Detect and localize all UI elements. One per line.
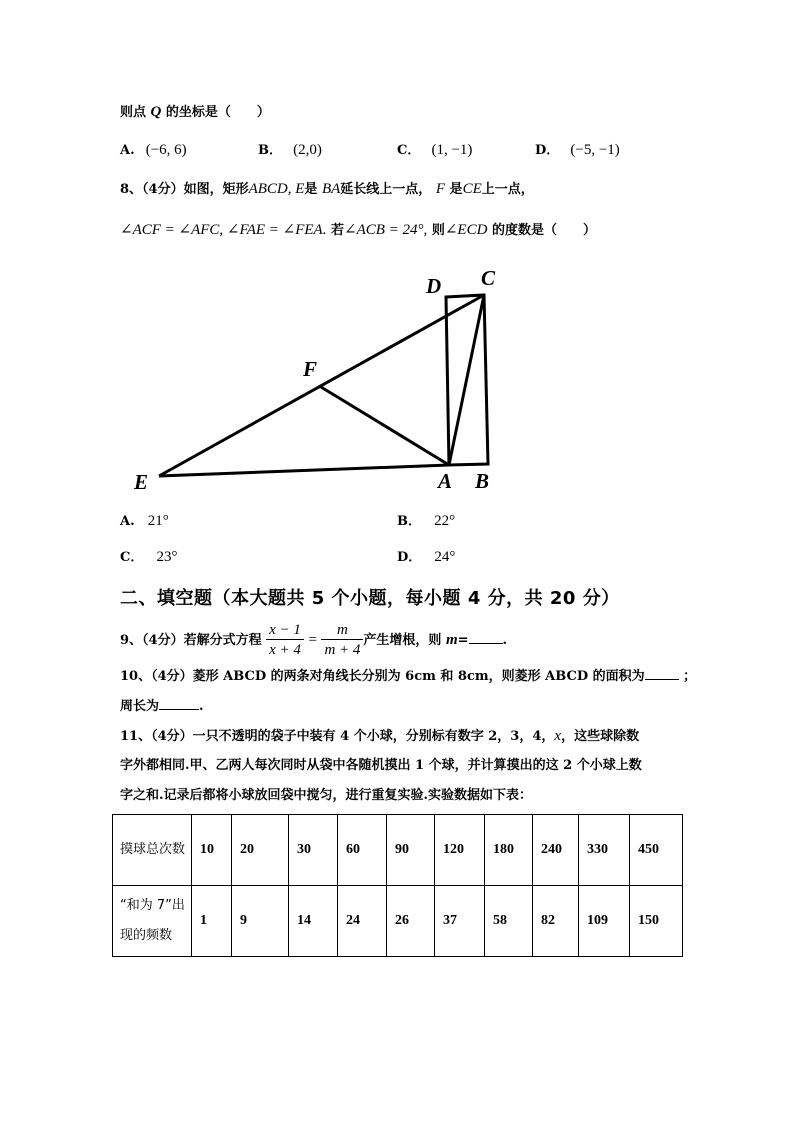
table-cell: 450 — [630, 815, 683, 886]
fraction-denominator: m + 4 — [324, 642, 361, 658]
option-value: (−6, 6) — [145, 142, 187, 158]
table-cell: 109 — [579, 886, 630, 957]
option-label: A. — [120, 514, 135, 529]
q9-text: . — [502, 633, 508, 648]
table-cell: 24 — [338, 886, 387, 957]
q11-line3: 字之和.记录后都将小球放回袋中搅匀，进行重复实验.实验数据如下表： — [120, 788, 533, 803]
section-title-fill-in: 二、填空题（本大题共 5 个小题，每小题 4 分，共 20 分） — [120, 588, 620, 609]
q7-stem-var: Q — [150, 104, 162, 120]
q10-line2 — [120, 697, 204, 715]
table-cell: 10 — [192, 815, 232, 886]
table-cell: 26 — [387, 886, 435, 957]
q8-geometry-figure — [0, 0, 794, 520]
q8-text: 是 — [449, 182, 463, 197]
label-e: E — [134, 470, 149, 494]
q11-text: ，这些球除数 — [561, 729, 640, 744]
table-row-header: “和为 7”出现的频数 — [113, 886, 192, 957]
option-value: 22° — [434, 513, 456, 529]
fraction-numerator: m — [321, 621, 363, 640]
q11-var: x — [554, 728, 562, 744]
q8-math: CE — [462, 181, 482, 197]
table-cell: 240 — [533, 815, 579, 886]
segment-ea — [159, 465, 449, 476]
table-cell: 30 — [289, 815, 338, 886]
label-c: C — [481, 266, 496, 290]
table-cell: 330 — [579, 815, 630, 886]
q10-area-blank[interactable] — [645, 667, 679, 680]
label-a: A — [438, 469, 453, 493]
segment-fa — [321, 387, 449, 465]
option-label: A. — [120, 143, 135, 158]
option-label: B． — [258, 143, 282, 158]
label-b: B — [475, 469, 490, 493]
table-cell: 14 — [289, 886, 338, 957]
q8-math: ∠ACF = ∠AFC, ∠FAE = ∠FEA. — [120, 222, 327, 238]
table-cell: 1 — [192, 886, 232, 957]
q8-text: 则 — [431, 223, 445, 238]
table-row-total-draws — [113, 815, 683, 886]
option-label: D． — [397, 550, 422, 565]
q8-math: ∠ECD — [444, 222, 488, 238]
q8-option-d[interactable] — [397, 546, 455, 566]
fraction-denominator: x + 4 — [269, 642, 301, 658]
experiment-data-table — [112, 814, 683, 957]
q8-option-c[interactable] — [120, 546, 177, 566]
q7-stem-suffix: 的坐标是（ ） — [165, 105, 270, 120]
q8-text: 是 — [304, 182, 318, 197]
q8-text: 的度数是（ ） — [491, 223, 596, 238]
table-cell: 90 — [387, 815, 435, 886]
q10-text: ； — [683, 669, 697, 684]
table-cell: 20 — [232, 815, 289, 886]
q8-option-a[interactable] — [120, 510, 169, 530]
q9-fraction-left — [266, 621, 304, 660]
label-f: F — [303, 357, 318, 381]
q10-text: 10、（4分）菱形 ABCD 的两条对角线长分别为 6cm 和 8cm，则菱形 ABCD 的面积为 — [120, 669, 645, 684]
table-cell: 180 — [485, 815, 533, 886]
option-value: 21° — [147, 513, 169, 529]
table-cell: 37 — [435, 886, 485, 957]
fraction-numerator: x − 1 — [266, 621, 304, 640]
q8-math: BA — [321, 181, 341, 197]
q8-option-b[interactable] — [397, 510, 455, 530]
option-label: C． — [397, 143, 421, 158]
option-label: B． — [397, 514, 421, 529]
table-cell: 120 — [435, 815, 485, 886]
table-cell: 60 — [338, 815, 387, 886]
table-cell: 82 — [533, 886, 579, 957]
option-value: (−5, −1) — [570, 142, 620, 158]
table-row-header: 摸球总次数 — [113, 815, 192, 886]
q10-line1 — [120, 667, 696, 685]
q8-math: ABCD, E — [248, 181, 305, 197]
q10-perimeter-blank[interactable] — [159, 697, 199, 710]
q9-var: m — [445, 632, 458, 648]
option-value: 24° — [434, 549, 456, 565]
q11-text: 11、（4分）一只不透明的袋子中装有 4 个小球，分别标有数字 2，3，4， — [120, 729, 555, 744]
option-label: C． — [120, 550, 144, 565]
q8-text: 若 — [331, 223, 345, 238]
q11-line2: 字外都相同.甲、乙两人每次同时从袋中各随机摸出 1 个球，并计算摸出的这 2 个小球上数 — [120, 758, 642, 773]
option-value: 23° — [156, 549, 178, 565]
q11-line1 — [120, 728, 639, 745]
q10-text: . — [199, 699, 204, 714]
label-d: D — [426, 274, 442, 298]
q8-math: F — [435, 181, 446, 197]
q8-text: 延长线上一点， — [340, 182, 432, 197]
q8-math: ∠ACB = 24°, — [344, 222, 428, 238]
q9-text: 产生增根，则 — [363, 633, 442, 648]
q9-text: = — [457, 633, 469, 648]
option-label: D． — [535, 143, 560, 158]
q8-text: 上一点， — [481, 182, 534, 197]
segment-ec — [159, 295, 484, 476]
q7-stem-prefix: 则点 — [120, 105, 147, 120]
option-value: (2,0) — [293, 142, 322, 158]
table-cell: 9 — [232, 886, 289, 957]
table-cell: 58 — [485, 886, 533, 957]
segment-ac — [449, 295, 484, 465]
q10-text: 周长为 — [120, 699, 160, 714]
table-cell: 150 — [630, 886, 683, 957]
q9-answer-blank[interactable] — [469, 631, 503, 644]
option-value: (1, −1) — [431, 142, 473, 158]
q9-equals: = — [308, 632, 317, 648]
table-row-sum7-frequency — [113, 886, 683, 957]
q9-text: 9、（4分）若解分式方程 — [120, 633, 262, 648]
q9-stem — [120, 620, 507, 660]
q8-text: 8、（4分）如图，矩形 — [120, 182, 249, 197]
q9-fraction-right — [321, 621, 363, 660]
